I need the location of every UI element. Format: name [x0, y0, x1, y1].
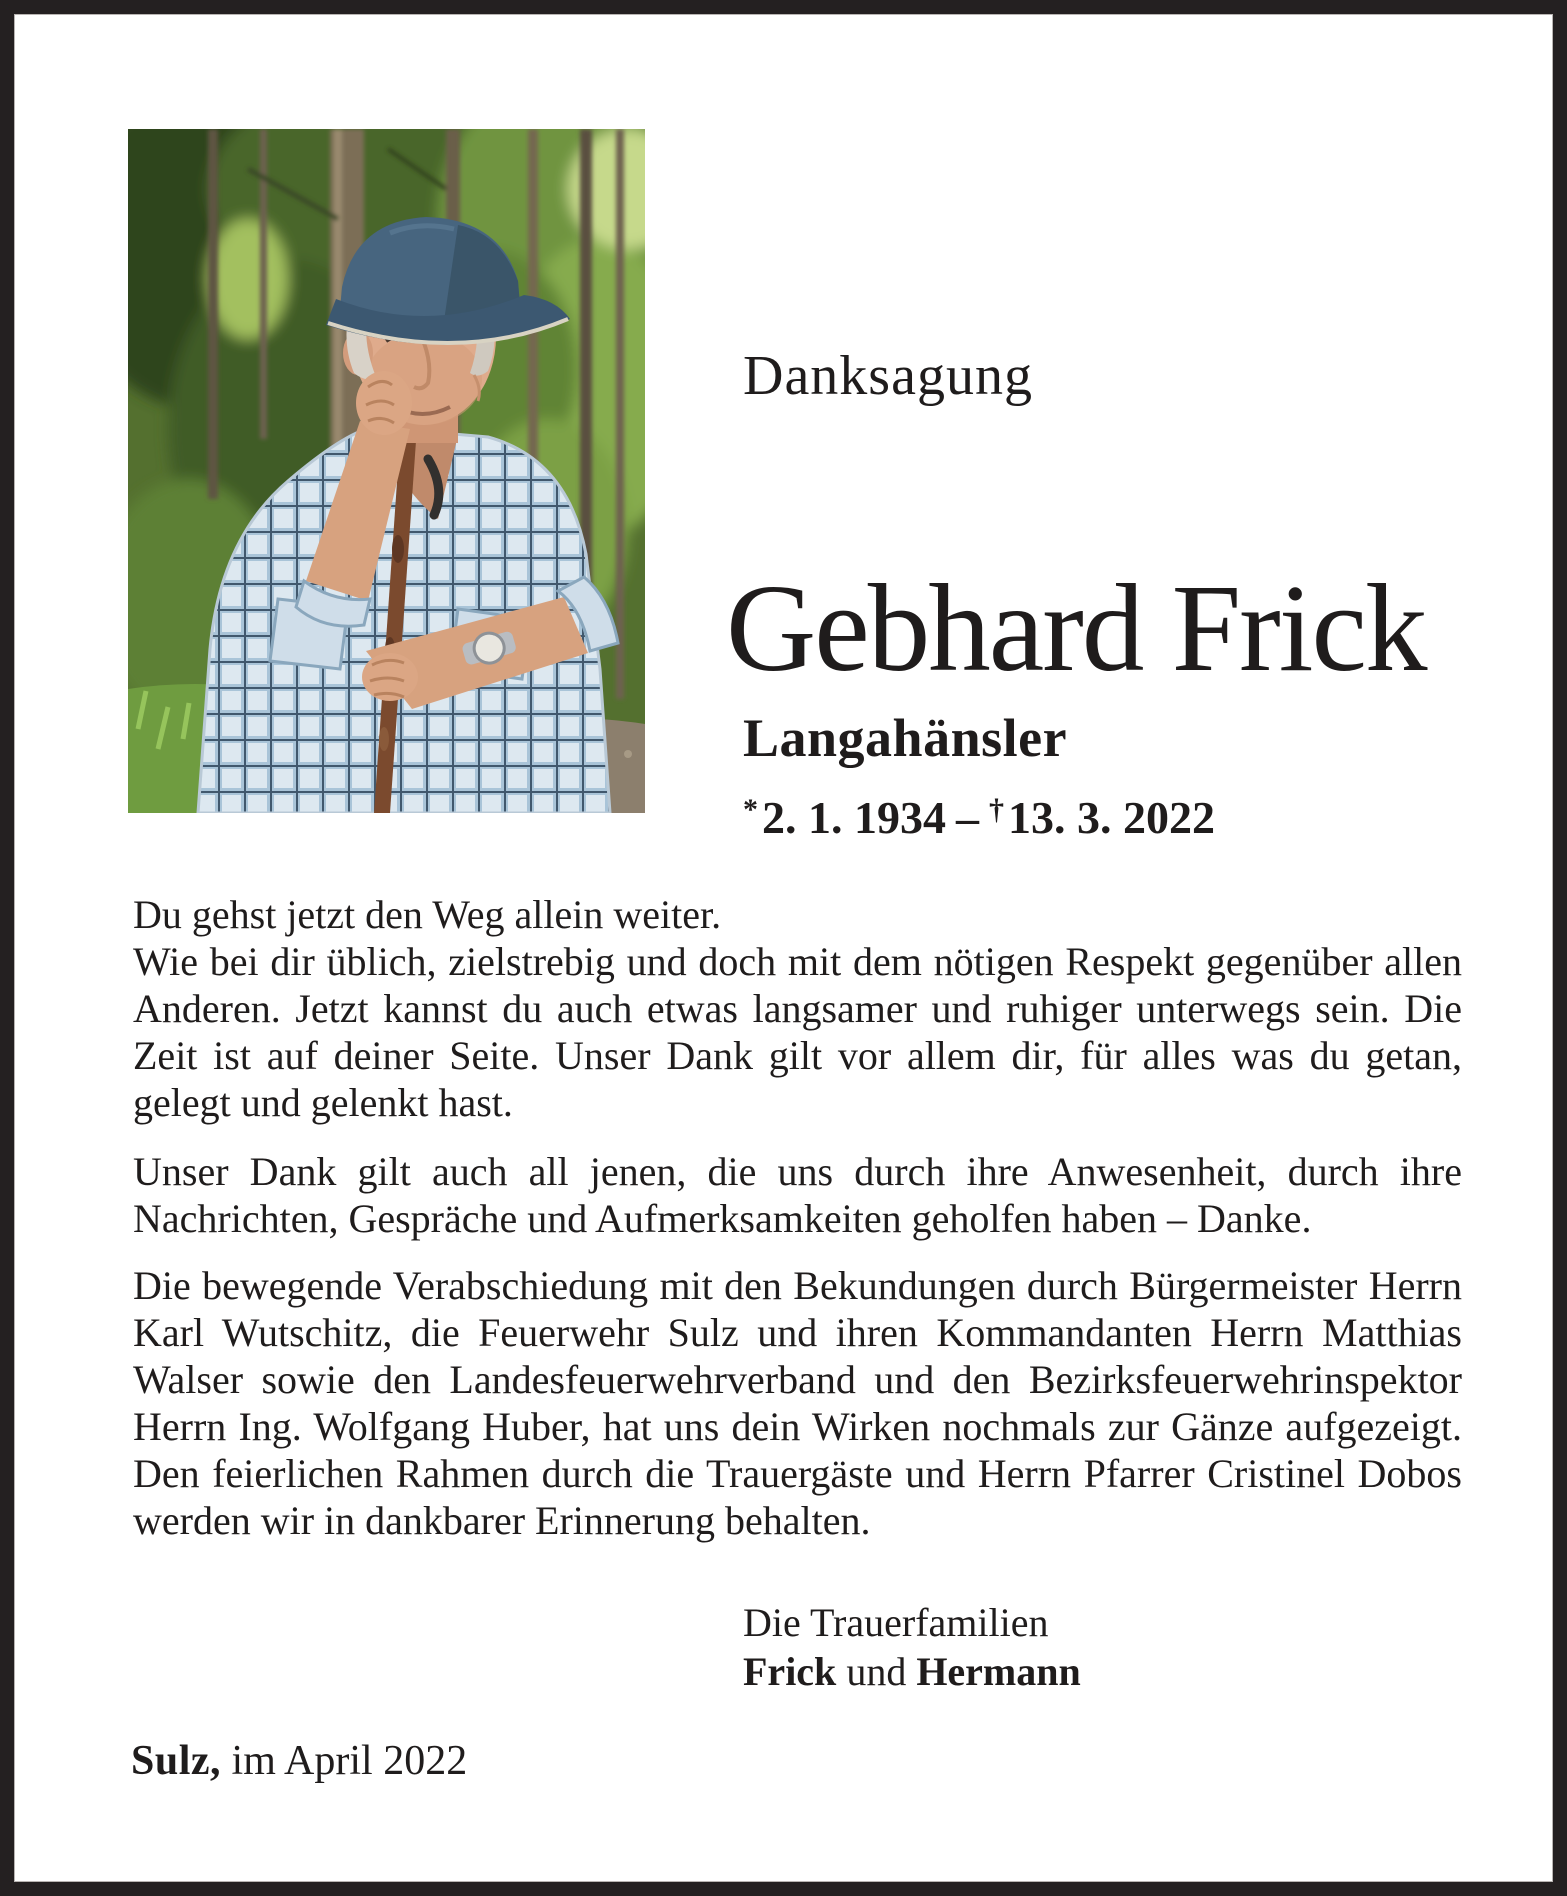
paragraph-farewell: [133, 891, 1462, 1126]
deceased-name: Gebhard Frick: [726, 560, 1426, 698]
signature-intro: Die Trauerfamilien: [743, 1600, 1049, 1645]
family-name-frick: Frick: [743, 1649, 837, 1694]
paragraph-2-text: Unser Dank gilt auch all jenen, die uns durch ihre Anwesenheit, durch ihre Nachrichten, Gespräche und Aufmerksamkeiten geholfen haben – Danke.: [133, 1149, 1462, 1241]
paragraph-thanks: [133, 1148, 1462, 1242]
place-name: Sulz,: [131, 1738, 222, 1784]
death-date: 13. 3. 2022: [1008, 792, 1215, 843]
birth-date: 2. 1. 1934: [762, 792, 946, 843]
portrait-photo-illustration: [128, 129, 645, 813]
date-separator: –: [956, 792, 979, 843]
family-name-hermann: Hermann: [916, 1649, 1081, 1694]
issue-date: im April 2022: [231, 1738, 468, 1784]
signature-conjunction: und: [846, 1649, 907, 1694]
portrait-photo: [128, 129, 645, 813]
farewell-line: Du gehst jetzt den Weg allein weiter.: [133, 892, 722, 937]
place-date-line: [131, 1736, 467, 1786]
paragraph-1-text: Wie bei dir üblich, zielstrebig und doch mit dem nötigen Respekt gegenüber allen Anderen. Jetzt kannst du auch etwas langsamer und ruhiger unterwegs sein. Die Zeit ist auf deiner Seite. Unser Dank gilt vor allem dir, für alles was du getan, gelegt und gelenkt hast.: [133, 939, 1462, 1125]
life-dates: [743, 790, 1215, 852]
deceased-house-name: Langahänsler: [743, 708, 1068, 768]
death-symbol: †: [989, 793, 1004, 826]
signature-families: [743, 1647, 1081, 1696]
page-title: Danksagung: [743, 345, 1033, 407]
signature-block: [743, 1598, 1081, 1696]
paragraph-3-text: Die bewegende Verabschiedung mit den Bekundungen durch Bürgermeister Herrn Karl Wutschitz, die Feuerwehr Sulz und ihren Kommandanten Herrn Matthias Walser sowie den Landesfeuerwehrverband und den Bezirksfeuerwehrinspektor Herrn Ing. Wolfgang Huber, hat uns dein Wirken nochmals zur Gänze aufgezeigt. Den feierlichen Rahmen durch die Trauergäste und Herrn Pfarrer Cristinel Dobos werden wir in dankbarer Erinnerung behalten.: [133, 1263, 1462, 1543]
birth-symbol: *: [743, 793, 758, 826]
paragraph-funeral: [133, 1262, 1462, 1544]
